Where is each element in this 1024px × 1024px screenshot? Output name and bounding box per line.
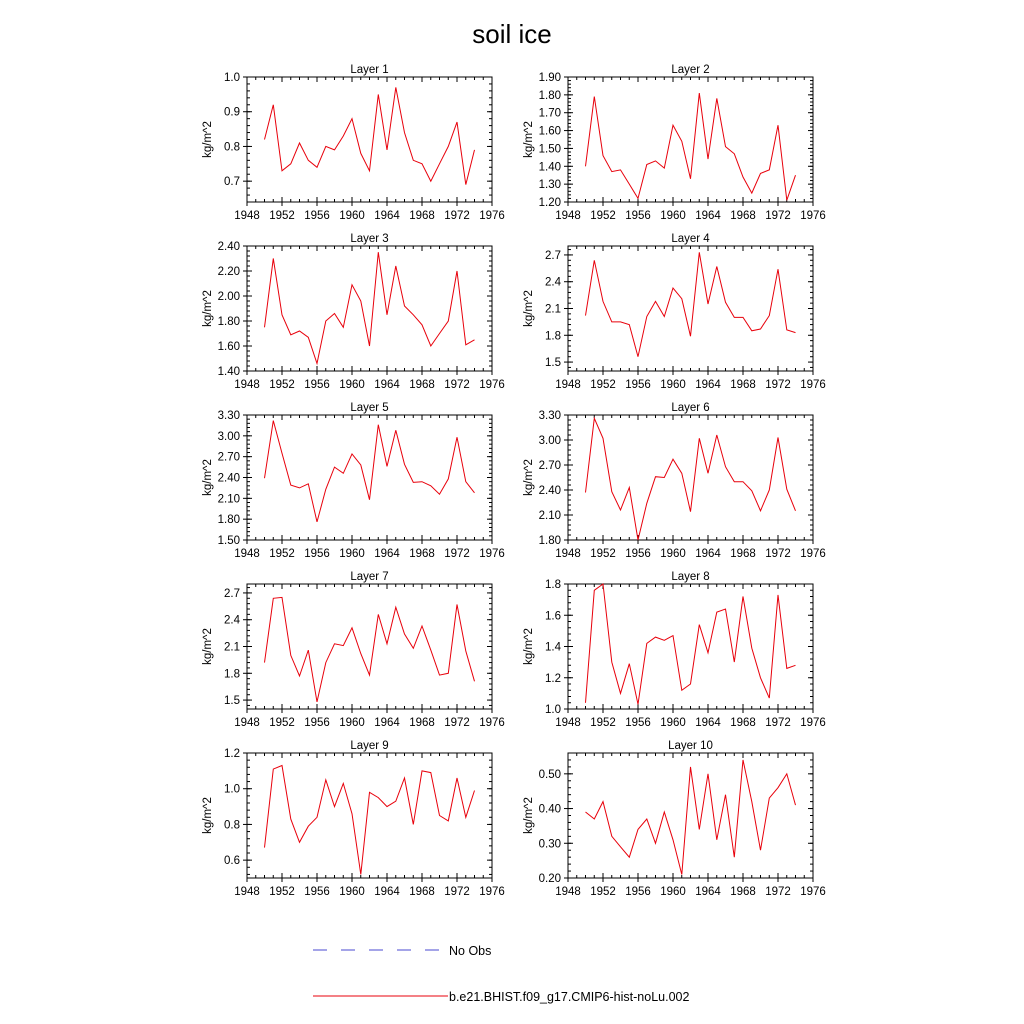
y-tick-label: 2.40: [538, 485, 561, 497]
panel-title: Layer 7: [350, 571, 389, 583]
panel-layer-8: [523, 571, 826, 729]
x-tick-label: 1956: [304, 210, 330, 222]
plot-frame: [247, 753, 492, 878]
panel-title: Layer 3: [350, 233, 389, 245]
plot-frame: [247, 246, 492, 371]
x-tick-label: 1964: [374, 886, 400, 898]
y-tick-label: 1.80: [538, 89, 561, 102]
panel-layer-9: [202, 740, 505, 898]
x-tick-label: 1956: [625, 379, 651, 391]
y-tick-label: 2.70: [217, 451, 240, 464]
y-tick-label: 1.90: [538, 72, 561, 84]
x-tick-label: 1948: [555, 548, 581, 560]
x-tick-label: 1972: [765, 717, 791, 729]
x-tick-label: 1948: [555, 886, 581, 898]
x-tick-label: 1968: [409, 210, 435, 222]
panel-layer-7: [202, 571, 505, 729]
panels: [202, 64, 826, 898]
series-line: [265, 766, 475, 875]
plot-frame: [247, 584, 492, 709]
y-axis-label: kg/m^2: [202, 628, 214, 665]
x-tick-label: 1960: [339, 717, 365, 729]
x-tick-label: 1968: [730, 717, 756, 729]
panel-title: Layer 8: [671, 571, 710, 583]
x-tick-label: 1948: [234, 210, 260, 222]
x-tick-label: 1956: [304, 886, 330, 898]
x-tick-label: 1952: [269, 210, 295, 222]
panel-title: Layer 5: [350, 402, 389, 414]
y-tick-label: 0.7: [224, 176, 240, 189]
panel-title: Layer 6: [671, 402, 710, 414]
y-tick-label: 1.20: [538, 197, 561, 209]
y-tick-label: 1.80: [538, 535, 561, 547]
x-tick-label: 1972: [765, 379, 791, 391]
panel-title: Layer 4: [671, 233, 710, 245]
panel-layer-10: [523, 740, 826, 898]
x-tick-label: 1960: [660, 210, 686, 222]
x-tick-label: 1948: [234, 886, 260, 898]
figure-title: soil ice: [472, 19, 552, 49]
y-tick-label: 0.20: [538, 873, 561, 885]
x-tick-label: 1948: [234, 379, 260, 391]
y-tick-label: 1.80: [217, 316, 240, 328]
y-tick-label: 3.30: [538, 410, 561, 422]
y-tick-label: 0.9: [224, 106, 240, 119]
series-line: [265, 252, 475, 363]
x-tick-label: 1960: [660, 548, 686, 560]
y-tick-label: 2.40: [217, 472, 240, 485]
y-tick-label: 0.6: [224, 855, 240, 868]
x-tick-label: 1968: [409, 379, 435, 391]
x-tick-label: 1952: [590, 210, 616, 222]
x-tick-label: 1968: [409, 548, 435, 560]
y-tick-label: 2.1: [545, 303, 561, 316]
y-tick-label: 1.8: [545, 330, 561, 343]
y-tick-label: 1.40: [538, 161, 561, 174]
y-tick-label: 1.0: [224, 72, 240, 84]
x-tick-label: 1960: [339, 379, 365, 391]
y-axis-label: kg/m^2: [523, 797, 535, 834]
x-tick-label: 1952: [590, 886, 616, 898]
x-tick-label: 1972: [765, 548, 791, 560]
y-tick-label: 1.60: [217, 341, 240, 353]
x-tick-label: 1952: [269, 717, 295, 729]
y-tick-label: 0.40: [538, 803, 561, 816]
panel-title: Layer 1: [350, 64, 389, 76]
x-tick-label: 1956: [625, 210, 651, 222]
y-tick-label: 0.50: [538, 768, 561, 781]
x-tick-label: 1948: [234, 548, 260, 560]
series-line: [586, 760, 796, 875]
x-tick-label: 1964: [374, 379, 400, 391]
x-tick-label: 1948: [234, 717, 260, 729]
x-tick-label: 1964: [374, 548, 400, 560]
legend-model-label: b.e21.BHIST.f09_g17.CMIP6-hist-noLu.002: [449, 990, 690, 1004]
y-tick-label: 1.60: [538, 125, 561, 138]
series-line: [265, 421, 475, 522]
panel-layer-4: [523, 233, 826, 391]
x-tick-label: 1964: [695, 886, 721, 898]
x-tick-label: 1976: [479, 717, 505, 729]
y-tick-label: 3.00: [217, 430, 240, 443]
x-tick-label: 1960: [339, 548, 365, 560]
panel-title: Layer 10: [668, 740, 713, 752]
y-tick-label: 1.4: [545, 641, 561, 654]
y-tick-label: 1.80: [217, 514, 240, 527]
y-tick-label: 0.8: [224, 819, 240, 832]
x-tick-label: 1956: [304, 717, 330, 729]
x-tick-label: 1964: [695, 379, 721, 391]
panel-layer-5: [202, 402, 505, 560]
plot-frame: [247, 77, 492, 202]
x-tick-label: 1968: [730, 210, 756, 222]
x-tick-label: 1964: [695, 548, 721, 560]
legend-no-obs-label: No Obs: [449, 944, 492, 958]
x-tick-label: 1968: [730, 379, 756, 391]
series-line: [586, 93, 796, 200]
x-tick-label: 1952: [590, 379, 616, 391]
x-tick-label: 1976: [479, 379, 505, 391]
x-tick-label: 1952: [590, 717, 616, 729]
y-tick-label: 2.10: [538, 510, 561, 522]
x-tick-label: 1972: [444, 548, 470, 560]
y-tick-label: 1.40: [217, 366, 240, 378]
series-line: [586, 252, 796, 356]
x-tick-label: 1972: [765, 886, 791, 898]
x-tick-label: 1976: [479, 210, 505, 222]
x-tick-label: 1948: [555, 717, 581, 729]
y-tick-label: 1.2: [224, 748, 240, 760]
panel-layer-1: [202, 64, 505, 222]
x-tick-label: 1952: [269, 379, 295, 391]
y-axis-label: kg/m^2: [202, 797, 214, 834]
x-tick-label: 1960: [660, 717, 686, 729]
x-tick-label: 1976: [800, 379, 826, 391]
x-tick-label: 1968: [730, 548, 756, 560]
series-line: [265, 597, 475, 702]
x-tick-label: 1952: [590, 548, 616, 560]
y-tick-label: 1.0: [224, 783, 240, 796]
panel-title: Layer 9: [350, 740, 389, 752]
y-tick-label: 1.8: [545, 579, 561, 591]
x-tick-label: 1976: [479, 886, 505, 898]
x-tick-label: 1952: [269, 886, 295, 898]
plot-frame: [247, 415, 492, 540]
x-tick-label: 1956: [304, 548, 330, 560]
x-tick-label: 1964: [695, 210, 721, 222]
x-tick-label: 1952: [269, 548, 295, 560]
y-tick-label: 1.6: [545, 610, 561, 623]
y-tick-label: 2.1: [224, 641, 240, 654]
y-tick-label: 1.50: [217, 535, 240, 547]
x-tick-label: 1972: [444, 886, 470, 898]
panel-title: Layer 2: [671, 64, 710, 76]
y-tick-label: 3.30: [217, 410, 240, 422]
y-axis-label: kg/m^2: [202, 459, 214, 496]
series-line: [586, 418, 796, 540]
series-line: [586, 584, 796, 704]
y-tick-label: 0.8: [224, 141, 240, 154]
x-tick-label: 1968: [409, 886, 435, 898]
panel-layer-6: [523, 402, 826, 560]
y-tick-label: 1.30: [538, 179, 561, 192]
x-tick-label: 1948: [555, 210, 581, 222]
plot-frame: [568, 246, 813, 371]
x-tick-label: 1956: [625, 886, 651, 898]
x-tick-label: 1968: [409, 717, 435, 729]
y-tick-label: 3.00: [538, 435, 561, 447]
y-axis-label: kg/m^2: [523, 121, 535, 158]
y-axis-label: kg/m^2: [523, 628, 535, 665]
y-tick-label: 2.4: [224, 614, 240, 627]
y-tick-label: 1.70: [538, 107, 561, 120]
x-tick-label: 1956: [304, 379, 330, 391]
x-tick-label: 1976: [800, 210, 826, 222]
x-tick-label: 1976: [800, 717, 826, 729]
y-axis-label: kg/m^2: [202, 290, 214, 327]
x-tick-label: 1960: [339, 886, 365, 898]
y-axis-label: kg/m^2: [202, 121, 214, 158]
y-tick-label: 2.7: [224, 587, 240, 600]
x-tick-label: 1972: [444, 210, 470, 222]
series-line: [265, 87, 475, 184]
x-tick-label: 1964: [374, 210, 400, 222]
y-tick-label: 0.30: [538, 838, 561, 851]
y-tick-label: 1.5: [545, 357, 561, 370]
x-tick-label: 1960: [660, 886, 686, 898]
x-tick-label: 1972: [444, 379, 470, 391]
x-tick-label: 1972: [444, 717, 470, 729]
plot-frame: [568, 415, 813, 540]
x-tick-label: 1968: [730, 886, 756, 898]
y-axis-label: kg/m^2: [523, 459, 535, 496]
y-tick-label: 2.00: [217, 291, 240, 303]
x-tick-label: 1976: [479, 548, 505, 560]
y-tick-label: 2.10: [217, 493, 240, 506]
y-tick-label: 2.4: [545, 276, 561, 289]
y-tick-label: 1.5: [224, 695, 240, 708]
y-tick-label: 2.40: [217, 241, 240, 253]
x-tick-label: 1956: [625, 548, 651, 560]
x-tick-label: 1960: [339, 210, 365, 222]
x-tick-label: 1956: [625, 717, 651, 729]
y-tick-label: 2.70: [538, 460, 561, 472]
y-tick-label: 1.0: [545, 704, 561, 716]
x-tick-label: 1948: [555, 379, 581, 391]
x-tick-label: 1976: [800, 548, 826, 560]
x-tick-label: 1964: [695, 717, 721, 729]
panel-layer-3: [202, 233, 505, 391]
plot-frame: [568, 77, 813, 202]
x-tick-label: 1972: [765, 210, 791, 222]
panel-layer-2: [523, 64, 826, 222]
y-tick-label: 2.7: [545, 249, 561, 262]
y-tick-label: 1.2: [545, 672, 561, 685]
y-axis-label: kg/m^2: [523, 290, 535, 327]
y-tick-label: 1.50: [538, 143, 561, 156]
x-tick-label: 1964: [374, 717, 400, 729]
legend: [313, 944, 689, 1004]
y-tick-label: 1.8: [224, 668, 240, 681]
x-tick-label: 1960: [660, 379, 686, 391]
x-tick-label: 1976: [800, 886, 826, 898]
y-tick-label: 2.20: [217, 266, 240, 278]
